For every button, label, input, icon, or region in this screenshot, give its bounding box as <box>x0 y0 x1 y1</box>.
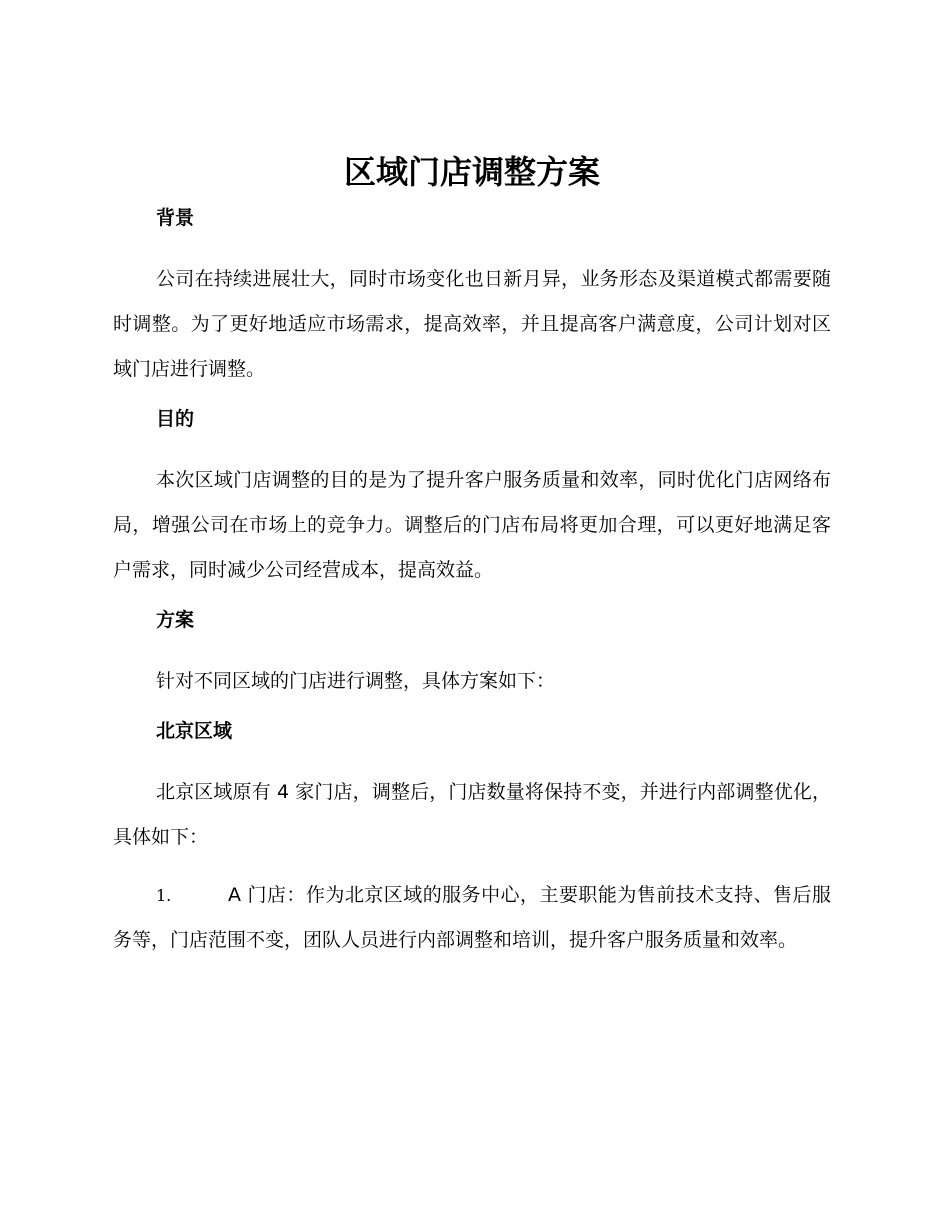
section-paragraph-beijing: 北京区域原有 4 家门店，调整后，门店数量将保持不变，并进行内部调整优化，具体如下： <box>113 781 831 848</box>
section-heading-plan: 方案 <box>156 609 195 631</box>
section-heading-purpose: 目的 <box>156 408 195 430</box>
section-paragraph-plan: 针对不同区域的门店进行调整，具体方案如下： <box>156 670 556 692</box>
section-paragraph-purpose: 本次区域门店调整的目的是为了提升客户服务质量和效率，同时优化门店网络布局，增强公司在市场上的竞争力。调整后的门店布局将更加合理，可以更好地满足客户需求，同时减少公司经营成本，提高效益。 <box>113 469 831 581</box>
list-item-text: A 门店：作为北京区域的服务中心，主要职能为售前技术支持、售后服务等，门店范围不变，团队人员进行内部调整和培训，提升客户服务质量和效率。 <box>113 884 831 951</box>
section-heading-beijing: 北京区域 <box>156 720 233 742</box>
section-heading-background: 背景 <box>156 207 195 229</box>
document-body <box>113 150 831 963</box>
list-item-number: 1. <box>156 886 172 905</box>
section-paragraph-background: 公司在持续进展壮大，同时市场变化也日新月异，业务形态及渠道模式都需要随时调整。为了更好地适应市场需求，提高效率，并且提高客户满意度，公司计划对区域门店进行调整。 <box>113 268 831 380</box>
list-item <box>113 873 831 963</box>
document-title: 区域门店调整方案 <box>343 153 600 191</box>
